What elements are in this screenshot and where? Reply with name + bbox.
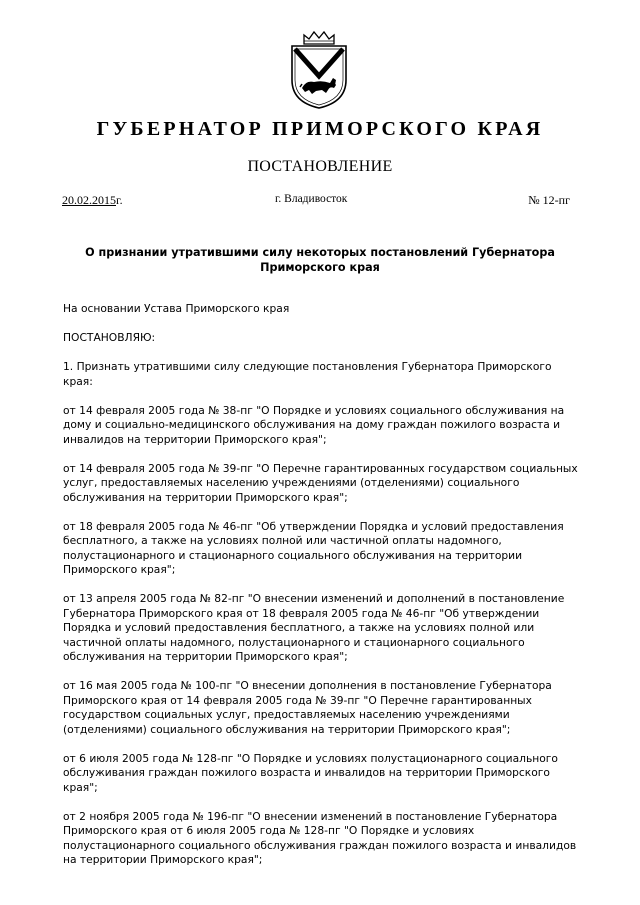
date-suffix: г.: [116, 193, 123, 207]
coat-of-arms-icon: [286, 30, 352, 110]
document-type: ПОСТАНОВЛЕНИЕ: [247, 158, 393, 175]
list-item: от 6 июля 2005 года № 128-пг "О Порядке и условиях полустационарного социального обслуживания граждан пожилого возраста и инвалидов на территории Приморского края";: [63, 751, 558, 794]
list-item: от 13 апреля 2005 года № 82-пг "О внесении изменений и дополнений в постановление Губернатора Приморского края от 18 февраля 2005 года № 46-пг "Об утверждении Порядка и условий предоставления бесплатного, а также на условиях полной или частичной оплаты надомного, полустационарного и стационарного социального обслуживания на территории Приморского края";: [63, 592, 565, 663]
document-heading: О признании утратившими силу некоторых постановлений Губернатора Приморского края: [85, 246, 555, 274]
basis-paragraph: На основании Устава Приморского края: [63, 302, 290, 315]
date-value: 20.02.2015: [62, 193, 116, 207]
list-item: от 14 февраля 2005 года № 38-пг "О Порядке и условиях социального обслуживания на дому и социально-медицинского обслуживания на дому граждан пожилого возраста и инвалидов на территории Приморского края";: [63, 403, 565, 446]
item-1-paragraph: 1. Признать утратившими силу следующие постановления Губернатора Приморского края:: [63, 360, 552, 388]
list-item: от 16 мая 2005 года № 100-пг "О внесении дополнения в постановление Губернатора Приморского края от 14 февраля 2005 года № 39-пг "О Перечне гарантированных государством социальных услуг, предоставляемых населению учреждениями (отделениями) социального обслуживания на территории Приморского края";: [63, 679, 552, 736]
list-item: от 14 февраля 2005 года № 39-пг "О Перечне гарантированных государством социальных услуг, предоставляемых населению учреждениями (отделениями) социального обслуживания на территории Приморского края";: [63, 461, 578, 504]
list-item: от 18 февраля 2005 года № 46-пг "Об утверждении Порядка и условий предоставления бесплатного, а также на условиях полной или частичной оплаты надомного, полустационарного и стационарного социального обслуживания на территории Приморского края";: [63, 519, 564, 576]
authority-title: ГУБЕРНАТОР ПРИМОРСКОГО КРАЯ: [96, 118, 544, 140]
resolve-paragraph: ПОСТАНОВЛЯЮ:: [63, 331, 156, 344]
document-meta: [62, 193, 570, 209]
list-item: от 2 ноября 2005 года № 196-пг "О внесении изменений в постановление Губернатора Приморского края от 6 июля 2005 года № 128-пг "О Порядке и условиях полустационарного социального обслуживания граждан пожилого возраста и инвалидов на территории Приморского края";: [63, 809, 577, 866]
document-date: [62, 193, 123, 208]
document-body: [63, 302, 583, 882]
document-number: № 12-пг: [528, 193, 570, 207]
document-city: г. Владивосток: [275, 193, 348, 205]
